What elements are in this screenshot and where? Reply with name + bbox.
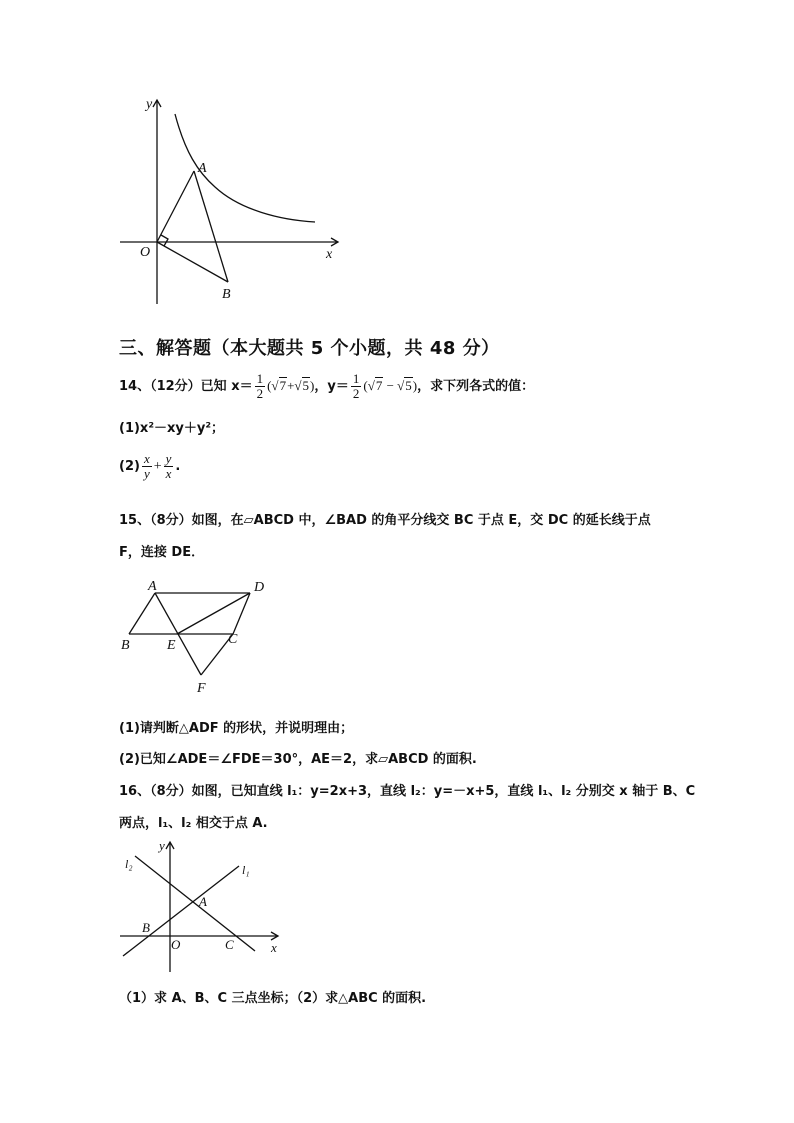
q16-parts: （1）求 A、B、C 三点坐标；（2）求△ABC 的面积. <box>119 991 427 1006</box>
label-o: O <box>140 245 151 260</box>
label-x: x <box>326 247 333 262</box>
q14-part1: (1)x²－xy＋y²； <box>119 421 225 436</box>
figure-lines <box>115 836 290 976</box>
segment-oa <box>157 171 194 242</box>
label-l1: l₁ <box>242 863 250 877</box>
label-l2: l₂ <box>125 857 133 871</box>
segment-dc <box>233 593 250 634</box>
label-x: x <box>271 940 277 955</box>
q15-line2: F，连接 DE． <box>119 545 205 560</box>
hyperbola-curve <box>175 114 315 222</box>
label-y: y <box>146 97 153 112</box>
label-d: D <box>254 580 265 595</box>
label-a: A <box>199 894 207 909</box>
label-a: A <box>148 579 157 594</box>
line-l1 <box>123 866 239 956</box>
sqrt-7: 7 <box>279 378 287 393</box>
q14-mid: ，y＝ <box>314 379 349 394</box>
q14-statement: 14、（12分）已知 x＝ $\frac{1}{2}$ (√7+√5)，y＝ $\frac{1}{2}$ (√7 − √5)，求下列各式的值： <box>119 371 535 401</box>
line-l2 <box>135 856 255 951</box>
label-o: O <box>171 937 181 952</box>
q15-part2: (2)已知∠ADE＝∠FDE＝30°，AE＝2，求▱ABCD 的面积. <box>119 752 477 767</box>
label-b: B <box>142 920 150 935</box>
q14-prefix: 14、（12分）已知 x＝ <box>119 379 253 394</box>
sqrt-5: 5 <box>302 378 310 393</box>
label-c: C <box>228 632 238 647</box>
fraction-half: $\frac{1}{2}$ <box>256 371 264 401</box>
figure-parallelogram <box>115 575 285 700</box>
q16-line2: 两点，l₁、l₂ 相交于点 A. <box>119 816 268 831</box>
label-b: B <box>222 287 231 302</box>
figure-hyperbola <box>110 92 350 307</box>
label-a: A <box>198 161 207 176</box>
segment-ab <box>129 593 155 634</box>
label-f: F <box>197 681 206 696</box>
label-b: B <box>121 638 130 653</box>
fraction-half-2: $\frac{1}{2}$ <box>352 371 360 401</box>
label-y: y <box>159 838 165 853</box>
q16-line1: 16、（8分）如图，已知直线 l₁：y=2x+3，直线 l₂：y=－x+5，直线 l₁、l₂ 分别交 x 轴于 B、C <box>119 784 696 799</box>
section-title: 三、解答题（本大题共 5 个小题，共 48 分） <box>119 338 500 359</box>
q15-line1: 15、（8分）如图，在▱ABCD 中，∠BAD 的角平分线交 BC 于点 E，交 DC 的延长线于点 <box>119 513 651 528</box>
q14-part2: (2) $\frac{x}{y}$ + $\frac{y}{x}$ . <box>119 451 181 481</box>
q15-part1: (1)请判断△ADF 的形状，并说明理由； <box>119 721 354 736</box>
segment-de <box>177 593 250 634</box>
q14-suffix: ，求下列各式的值： <box>417 379 535 394</box>
label-c: C <box>225 937 234 952</box>
label-e: E <box>167 638 176 653</box>
